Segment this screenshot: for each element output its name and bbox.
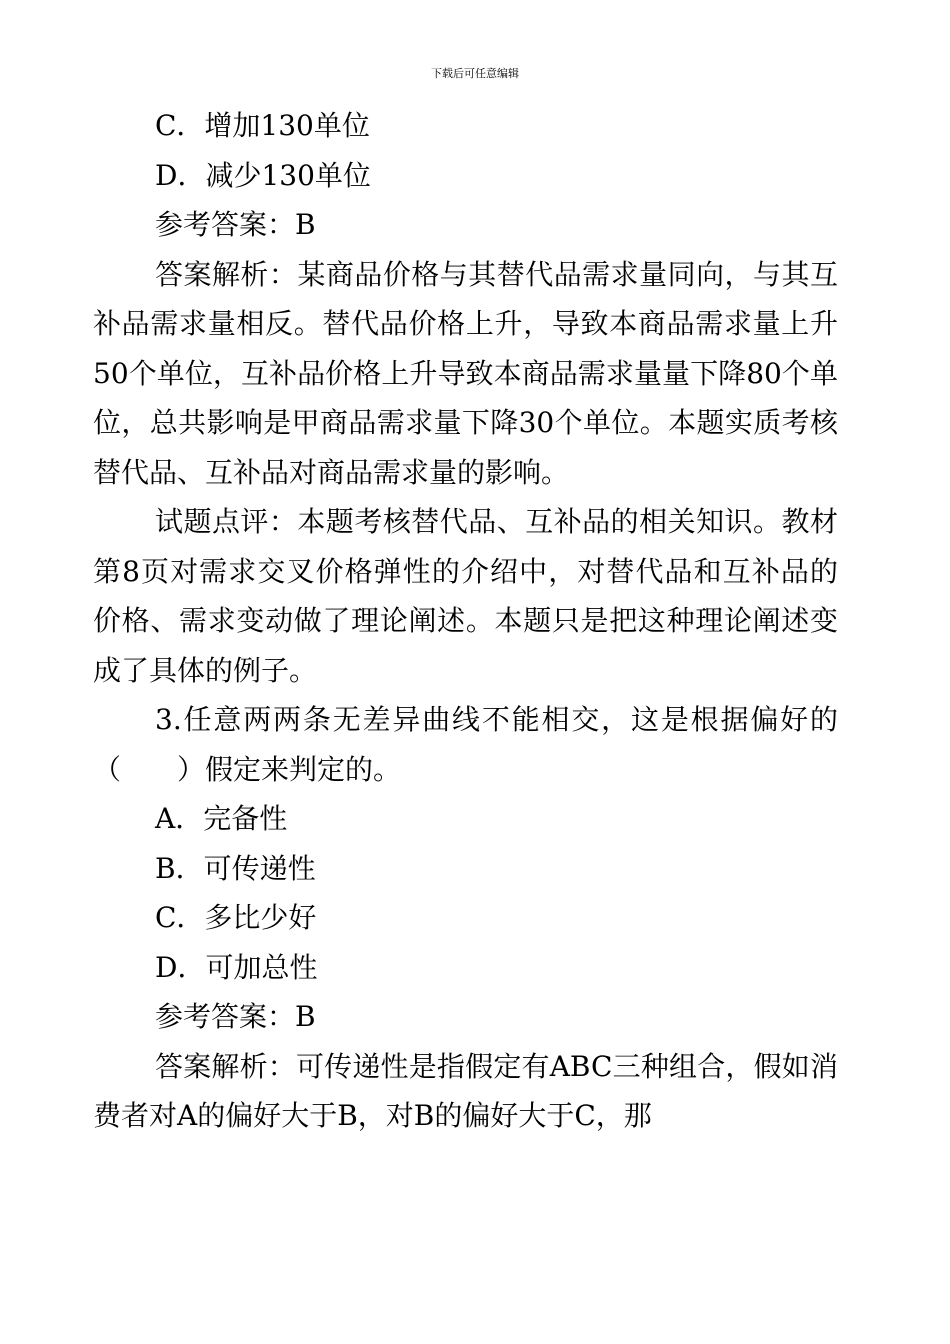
question-3-option-c: C．多比少好 — [155, 901, 317, 934]
reference-answer: 参考答案：B — [155, 208, 316, 241]
question-3-answer-analysis: 答案解析：可传递性是指假定有ABC三种组合，假如消费者对A的偏好大于B，对B的偏好大于C，那 — [93, 1049, 838, 1132]
option-d: D．减少130单位 — [155, 158, 371, 192]
question-3-reference-answer: 参考答案：B — [155, 1000, 316, 1033]
answer-analysis: 答案解析：某商品价格与其替代品需求量同向，与其互补品需求量相反。替代品价格上升，导致本商品需求量上升50个单位，互补品价格上升导致本商品需求量量下降80个单位，总共影响是甲商品需求量下降30个单位。本题实质考核替代品、互补品对商品需求量的影响。 — [93, 257, 838, 489]
question-3-option-b: B．可传递性 — [155, 851, 316, 885]
document-body — [93, 101, 838, 1141]
question-3: 3.任意两两条无差异曲线不能相交，这是根据偏好的（ ）假定来判定的。 — [93, 703, 838, 786]
page-header: 下载后可任意编辑 — [431, 67, 519, 80]
question-3-option-d: D．可加总性 — [155, 950, 318, 984]
question-comment: 试题点评：本题考核替代品、互补品的相关知识。教材第8页对需求交叉价格弹性的介绍中，对替代品和互补品的价格、需求变动做了理论阐述。本题只是把这种理论阐述变成了具体的例子。 — [93, 505, 838, 687]
option-c: C．增加130单位 — [155, 109, 370, 142]
question-3-option-a: A．完备性 — [155, 802, 288, 835]
